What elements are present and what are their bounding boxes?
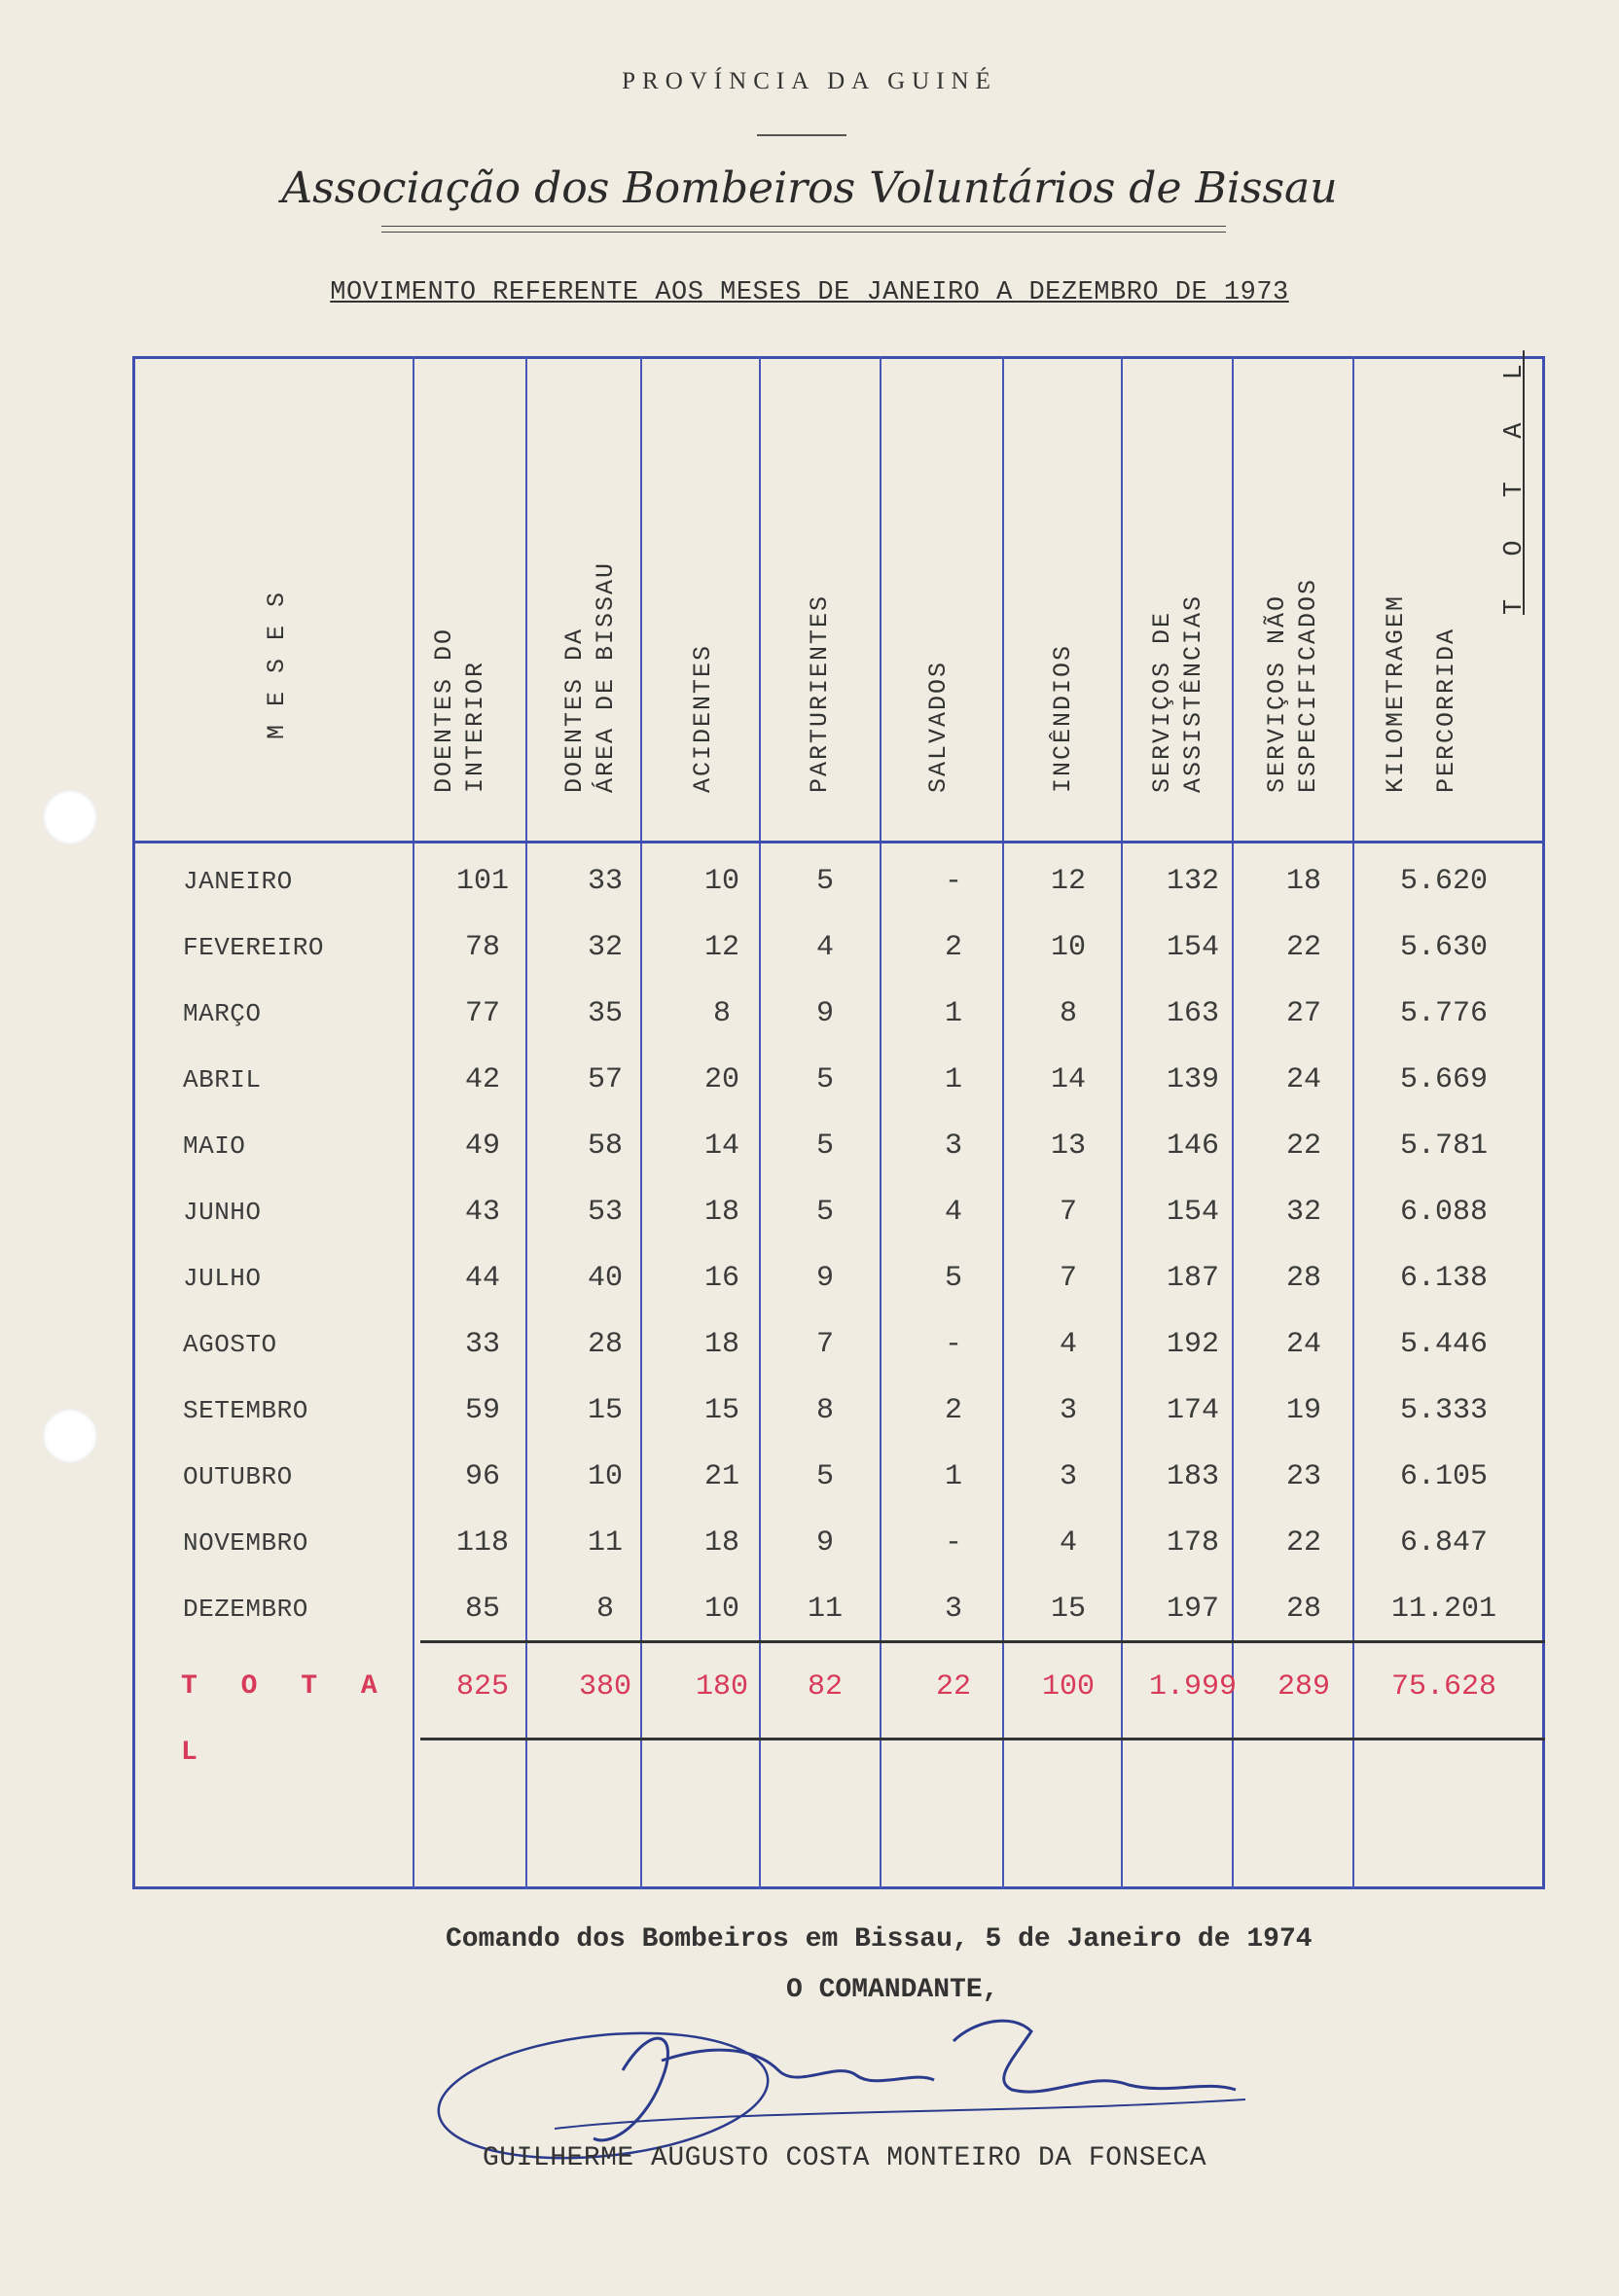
double-rule <box>381 226 1226 233</box>
value-cell: 5.776 <box>1399 997 1488 1030</box>
value-cell: 2 <box>944 931 962 964</box>
value-cell: 183 <box>1166 1460 1219 1493</box>
value-cell: 9 <box>815 1526 834 1560</box>
month-cell: JULHO <box>183 1264 262 1293</box>
value-cell: 154 <box>1166 931 1219 964</box>
value-cell: 13 <box>1050 1130 1086 1163</box>
value-cell: 10 <box>587 1460 623 1493</box>
value-cell: 5 <box>944 1262 962 1295</box>
value-cell: 10 <box>703 1593 739 1626</box>
value-cell: - <box>944 1328 962 1361</box>
commander-name: GUILHERME AUGUSTO COSTA MONTEIRO DA FONSECA <box>483 2143 1207 2173</box>
commander-role: O COMANDANTE, <box>786 1975 999 2005</box>
value-cell: 18 <box>703 1526 739 1560</box>
value-cell: 53 <box>587 1196 623 1229</box>
value-cell: 3 <box>944 1130 962 1163</box>
report-title: MOVIMENTO REFERENTE AOS MESES DE JANEIRO A DEZEMBRO DE 1973 <box>330 278 1289 307</box>
punch-hole <box>43 790 97 844</box>
value-cell: 5.620 <box>1399 865 1488 898</box>
value-cell: 19 <box>1285 1394 1321 1427</box>
value-cell: 5 <box>815 1460 834 1493</box>
header-interior: INTERIOR <box>461 660 489 793</box>
value-cell: 77 <box>464 997 500 1030</box>
header-doentes-da: DOENTES DA <box>560 627 589 793</box>
table-row <box>132 1179 1545 1245</box>
total-label: T O T A L <box>181 1671 391 1768</box>
value-cell: 7 <box>1059 1262 1077 1295</box>
value-cell: 9 <box>815 997 834 1030</box>
header-total: T O T A L <box>1500 350 1529 615</box>
value-cell: 18 <box>1285 865 1321 898</box>
table-row <box>132 848 1545 915</box>
value-cell: 1 <box>944 1460 962 1493</box>
table-row <box>132 1047 1545 1113</box>
value-cell: 6.138 <box>1399 1262 1488 1295</box>
value-cell: 192 <box>1166 1328 1219 1361</box>
value-cell: 42 <box>464 1063 500 1096</box>
table-row <box>132 981 1545 1047</box>
value-cell: 14 <box>1050 1063 1086 1096</box>
value-cell: 7 <box>1059 1196 1077 1229</box>
value-cell: - <box>944 1526 962 1560</box>
value-cell: 23 <box>1285 1460 1321 1493</box>
value-cell: 8 <box>815 1394 834 1427</box>
value-cell: 12 <box>703 931 739 964</box>
value-cell: 5.669 <box>1399 1063 1488 1096</box>
value-cell: 146 <box>1166 1130 1219 1163</box>
value-cell: 10 <box>703 865 739 898</box>
value-cell: 197 <box>1166 1593 1219 1626</box>
value-cell: 27 <box>1285 997 1321 1030</box>
header-salvados: SALVADOS <box>924 660 953 793</box>
header-especificados: ESPECIFICADOS <box>1294 577 1322 793</box>
value-cell: 8 <box>595 1593 614 1626</box>
value-cell: 18 <box>703 1196 739 1229</box>
header-divider <box>132 841 1545 843</box>
value-cell: 57 <box>587 1063 623 1096</box>
value-cell: 7 <box>815 1328 834 1361</box>
header-parturientes: PARTURIENTES <box>806 593 834 793</box>
total-value-cell: 82 <box>807 1670 843 1704</box>
value-cell: 5.446 <box>1399 1328 1488 1361</box>
value-cell: - <box>944 865 962 898</box>
total-value-cell: 825 <box>455 1670 509 1704</box>
value-cell: 118 <box>455 1526 509 1560</box>
month-cell: AGOSTO <box>183 1330 277 1359</box>
value-cell: 154 <box>1166 1196 1219 1229</box>
table-row <box>132 915 1545 981</box>
value-cell: 132 <box>1166 865 1219 898</box>
value-cell: 3 <box>1059 1394 1077 1427</box>
value-cell: 1 <box>944 997 962 1030</box>
value-cell: 28 <box>587 1328 623 1361</box>
value-cell: 5.630 <box>1399 931 1488 964</box>
value-cell: 33 <box>587 865 623 898</box>
header-kilometragem: KILOMETRAGEM <box>1382 593 1410 793</box>
value-cell: 6.847 <box>1399 1526 1488 1560</box>
total-value-cell: 1.999 <box>1148 1670 1237 1704</box>
value-cell: 8 <box>712 997 731 1030</box>
header-servicos-de: SERVIÇOS DE <box>1148 610 1176 793</box>
value-cell: 9 <box>815 1262 834 1295</box>
header-servicos-nao: SERVIÇOS NÃO <box>1263 593 1291 793</box>
place-date: Comando dos Bombeiros em Bissau, 5 de Janeiro de 1974 <box>446 1924 1313 1955</box>
value-cell: 49 <box>464 1130 500 1163</box>
table-row <box>132 1245 1545 1311</box>
header-meses: M E S E S <box>263 590 291 739</box>
value-cell: 6.088 <box>1399 1196 1488 1229</box>
value-cell: 85 <box>464 1593 500 1626</box>
value-cell: 22 <box>1285 1526 1321 1560</box>
total-row <box>132 1654 1545 1768</box>
province-heading: PROVÍNCIA DA GUINÉ <box>622 68 997 94</box>
value-cell: 139 <box>1166 1063 1219 1096</box>
short-divider <box>757 134 846 136</box>
value-cell: 24 <box>1285 1328 1321 1361</box>
value-cell: 5.781 <box>1399 1130 1488 1163</box>
total-value-cell: 180 <box>695 1670 748 1704</box>
value-cell: 163 <box>1166 997 1219 1030</box>
value-cell: 15 <box>1050 1593 1086 1626</box>
total-value-cell: 22 <box>935 1670 971 1704</box>
header-acidentes: ACIDENTES <box>689 643 717 793</box>
value-cell: 11 <box>807 1593 843 1626</box>
value-cell: 10 <box>1050 931 1086 964</box>
table-row <box>132 1510 1545 1576</box>
value-cell: 43 <box>464 1196 500 1229</box>
total-value-cell: 100 <box>1041 1670 1095 1704</box>
value-cell: 15 <box>703 1394 739 1427</box>
value-cell: 174 <box>1166 1394 1219 1427</box>
value-cell: 21 <box>703 1460 739 1493</box>
month-cell: ABRIL <box>183 1065 262 1094</box>
month-cell: MAIO <box>183 1131 246 1161</box>
month-cell: MARÇO <box>183 999 262 1028</box>
value-cell: 5 <box>815 1063 834 1096</box>
value-cell: 16 <box>703 1262 739 1295</box>
value-cell: 1 <box>944 1063 962 1096</box>
table-row <box>132 1576 1545 1642</box>
header-area-de-bissau: ÁREA DE BISSAU <box>592 560 620 793</box>
value-cell: 33 <box>464 1328 500 1361</box>
value-cell: 6.105 <box>1399 1460 1488 1493</box>
month-cell: JUNHO <box>183 1198 262 1227</box>
value-cell: 28 <box>1285 1593 1321 1626</box>
header-percorrida: PERCORRIDA <box>1432 627 1460 793</box>
value-cell: 18 <box>703 1328 739 1361</box>
value-cell: 20 <box>703 1063 739 1096</box>
value-cell: 11.201 <box>1390 1593 1497 1626</box>
total-value-cell: 289 <box>1277 1670 1330 1704</box>
value-cell: 15 <box>587 1394 623 1427</box>
value-cell: 12 <box>1050 865 1086 898</box>
header-incendios: INCÊNDIOS <box>1049 643 1077 793</box>
month-cell: OUTUBRO <box>183 1462 293 1491</box>
value-cell: 5 <box>815 1196 834 1229</box>
association-title: Associação dos Bombeiros Voluntários de Bissau <box>281 163 1338 213</box>
table-row <box>132 1444 1545 1510</box>
header-assistencias: ASSISTÊNCIAS <box>1179 593 1207 793</box>
total-bottom-rule <box>420 1738 1545 1740</box>
value-cell: 5.333 <box>1399 1394 1488 1427</box>
value-cell: 44 <box>464 1262 500 1295</box>
month-cell: DEZEMBRO <box>183 1595 308 1624</box>
value-cell: 8 <box>1059 997 1077 1030</box>
value-cell: 35 <box>587 997 623 1030</box>
value-cell: 22 <box>1285 931 1321 964</box>
value-cell: 101 <box>455 865 509 898</box>
value-cell: 96 <box>464 1460 500 1493</box>
table-row <box>132 1378 1545 1444</box>
month-cell: FEVEREIRO <box>183 933 324 962</box>
header-doentes-do: DOENTES DO <box>430 627 458 793</box>
value-cell: 4 <box>1059 1328 1077 1361</box>
value-cell: 5 <box>815 865 834 898</box>
value-cell: 4 <box>944 1196 962 1229</box>
value-cell: 3 <box>944 1593 962 1626</box>
value-cell: 32 <box>587 931 623 964</box>
value-cell: 5 <box>815 1130 834 1163</box>
value-cell: 22 <box>1285 1130 1321 1163</box>
month-cell: JANEIRO <box>183 867 293 896</box>
month-cell: SETEMBRO <box>183 1396 308 1425</box>
value-cell: 11 <box>587 1526 623 1560</box>
total-value-cell: 75.628 <box>1390 1670 1497 1704</box>
value-cell: 14 <box>703 1130 739 1163</box>
value-cell: 59 <box>464 1394 500 1427</box>
value-cell: 3 <box>1059 1460 1077 1493</box>
value-cell: 78 <box>464 931 500 964</box>
value-cell: 24 <box>1285 1063 1321 1096</box>
value-cell: 4 <box>815 931 834 964</box>
table-row <box>132 1311 1545 1378</box>
month-cell: NOVEMBRO <box>183 1528 308 1558</box>
value-cell: 187 <box>1166 1262 1219 1295</box>
value-cell: 58 <box>587 1130 623 1163</box>
value-cell: 178 <box>1166 1526 1219 1560</box>
value-cell: 28 <box>1285 1262 1321 1295</box>
total-value-cell: 380 <box>578 1670 631 1704</box>
value-cell: 32 <box>1285 1196 1321 1229</box>
punch-hole <box>43 1409 97 1463</box>
table-row <box>132 1113 1545 1179</box>
value-cell: 40 <box>587 1262 623 1295</box>
value-cell: 2 <box>944 1394 962 1427</box>
value-cell: 4 <box>1059 1526 1077 1560</box>
